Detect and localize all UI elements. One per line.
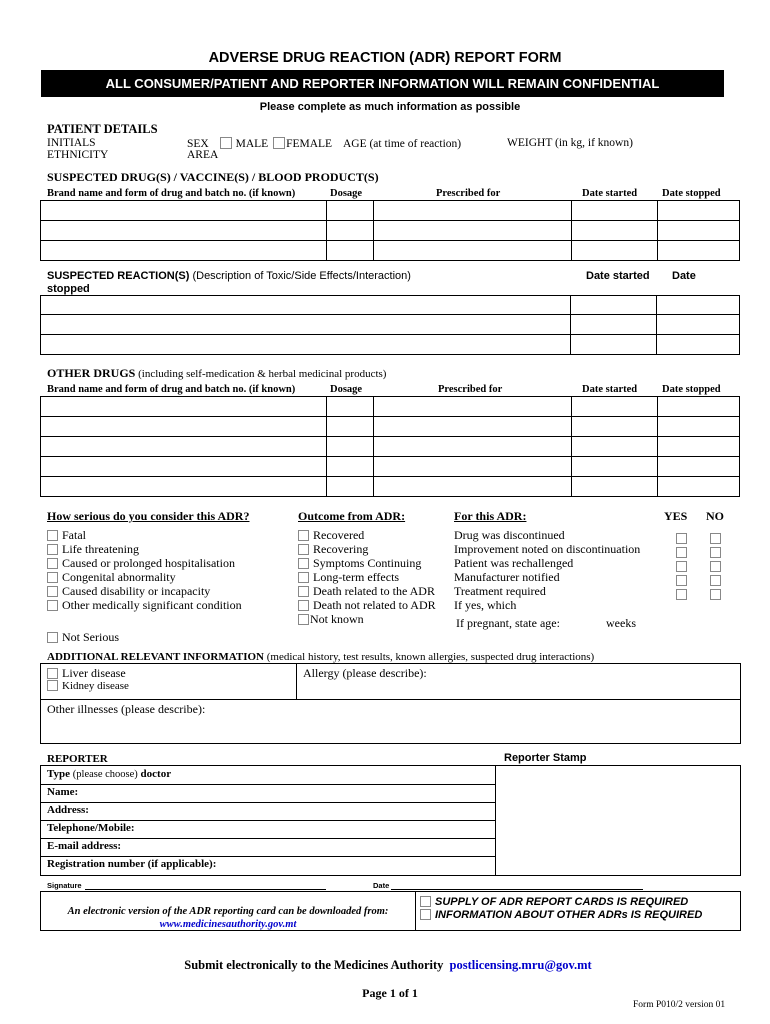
table-cell[interactable] bbox=[41, 315, 571, 335]
electronic-text bbox=[41, 905, 415, 931]
instruction-text: Please complete as much information as possible bbox=[259, 101, 521, 113]
option-label: Recovering bbox=[313, 542, 369, 556]
table-cell[interactable] bbox=[327, 477, 374, 497]
adr-treatment: Treatment required bbox=[454, 584, 546, 598]
page-title: ADVERSE DRUG REACTION (ADR) REPORT FORM bbox=[208, 50, 562, 66]
table-cell[interactable] bbox=[374, 417, 572, 437]
male-checkbox[interactable] bbox=[220, 137, 232, 149]
option-label: Other medically significant condition bbox=[62, 598, 242, 612]
col-started: Date started bbox=[582, 384, 638, 395]
signature-label: Signature bbox=[47, 881, 82, 890]
sex-field bbox=[187, 137, 461, 150]
table-cell[interactable] bbox=[658, 221, 740, 241]
date-label: Date bbox=[373, 881, 390, 890]
table-cell[interactable] bbox=[658, 477, 740, 497]
table-cell[interactable] bbox=[374, 397, 572, 417]
suspected-drugs-heading: SUSPECTED DRUG(S) / VACCINE(S) / BLOOD PRODUCT(S) bbox=[47, 170, 379, 184]
type-label: Type bbox=[47, 768, 71, 780]
option-label: Death related to the ADR bbox=[313, 584, 435, 598]
option-label: Caused or prolonged hospitalisation bbox=[62, 556, 235, 570]
option-label: Kidney disease bbox=[62, 680, 129, 692]
col-stopped: Date stopped bbox=[662, 384, 721, 395]
not-serious[interactable] bbox=[47, 630, 119, 645]
table-cell[interactable] bbox=[572, 221, 658, 241]
option-label: Symptoms Continuing bbox=[313, 556, 422, 570]
serious-hospitalisation[interactable] bbox=[47, 556, 235, 571]
supply-cards[interactable] bbox=[420, 896, 688, 908]
table-cell[interactable] bbox=[374, 477, 572, 497]
checkbox[interactable] bbox=[47, 558, 58, 569]
confidential-banner: ALL CONSUMER/PATIENT AND REPORTER INFORMATION WILL REMAIN CONFIDENTIAL bbox=[41, 70, 724, 97]
option-label: Recovered bbox=[313, 528, 365, 542]
reporter-telephone[interactable]: Telephone/Mobile: bbox=[47, 822, 135, 834]
table-cell[interactable] bbox=[41, 221, 327, 241]
table-cell[interactable] bbox=[41, 477, 327, 497]
outcome-death-not-related[interactable] bbox=[298, 598, 436, 613]
outcome-continuing[interactable] bbox=[298, 556, 421, 571]
table-cell[interactable] bbox=[571, 315, 657, 335]
seriousness-heading: How serious do you consider this ADR? bbox=[47, 509, 250, 523]
option-label: Liver disease bbox=[62, 666, 126, 680]
male-label: MALE bbox=[235, 138, 269, 150]
table-cell[interactable] bbox=[41, 437, 327, 457]
table-cell[interactable] bbox=[658, 397, 740, 417]
col-dosage: Dosage bbox=[330, 384, 363, 395]
col-brand: Brand name and form of drug and batch no. (if known) bbox=[47, 188, 296, 199]
reactions-heading-bold: SUSPECTED REACTION(S) bbox=[47, 270, 190, 282]
other-drugs-heading-rest: (including self-medication & herbal medicinal products) bbox=[135, 368, 387, 380]
table-cell[interactable] bbox=[572, 477, 658, 497]
checkbox[interactable] bbox=[298, 530, 309, 541]
checkbox[interactable] bbox=[298, 600, 309, 611]
col-brand: Brand name and form of drug and batch no. (if known) bbox=[47, 384, 296, 395]
checkbox[interactable] bbox=[47, 668, 58, 679]
table-cell[interactable] bbox=[572, 417, 658, 437]
reporter-registration[interactable]: Registration number (if applicable): bbox=[47, 858, 217, 870]
serious-other[interactable] bbox=[47, 598, 242, 613]
checkbox[interactable] bbox=[47, 586, 58, 597]
option-label: Not Serious bbox=[62, 630, 119, 644]
checkbox[interactable] bbox=[47, 632, 58, 643]
table-cell[interactable] bbox=[327, 417, 374, 437]
age-label: AGE (at time of reaction) bbox=[342, 138, 462, 150]
electronic-label: An electronic version of the ADR reporting card can be downloaded from: bbox=[67, 906, 389, 917]
table-cell[interactable] bbox=[571, 335, 657, 355]
no-checkbox[interactable] bbox=[710, 589, 721, 600]
reactions-heading-rest: (Description of Toxic/Side Effects/Interaction) bbox=[189, 270, 411, 282]
submit-line bbox=[0, 958, 770, 973]
serious-life-threatening[interactable] bbox=[47, 542, 139, 557]
col-prescribed: Prescribed for bbox=[436, 188, 501, 199]
table-cell[interactable] bbox=[658, 417, 740, 437]
table-cell[interactable] bbox=[572, 397, 658, 417]
reactions-stopped-wrap: stopped bbox=[47, 283, 90, 295]
table-cell[interactable] bbox=[41, 296, 571, 315]
table-cell[interactable] bbox=[41, 335, 571, 355]
option-label: Life threatening bbox=[62, 542, 139, 556]
female-label: FEMALE bbox=[286, 138, 333, 150]
reporter-heading: REPORTER bbox=[47, 753, 108, 765]
suspected-drugs-table bbox=[40, 200, 740, 261]
checkbox[interactable] bbox=[298, 558, 309, 569]
area-label: AREA bbox=[187, 149, 219, 161]
col-stopped: Date stopped bbox=[662, 188, 721, 199]
table-cell[interactable] bbox=[374, 437, 572, 457]
checkbox[interactable] bbox=[298, 544, 309, 555]
table-cell[interactable] bbox=[374, 457, 572, 477]
other-drugs-table bbox=[40, 396, 740, 497]
outcome-death-related[interactable] bbox=[298, 584, 435, 599]
yes-no-checkboxes bbox=[676, 529, 726, 599]
pregnant-label: If pregnant, state age: bbox=[456, 616, 560, 630]
ethnicity-label: ETHNICITY bbox=[47, 149, 109, 161]
checkbox[interactable] bbox=[47, 544, 58, 555]
outcome-heading: Outcome from ADR: bbox=[298, 509, 406, 523]
additional-heading-bold: ADDITIONAL RELEVANT INFORMATION bbox=[47, 651, 264, 663]
option-label: Long-term effects bbox=[313, 570, 400, 584]
col-dosage: Dosage bbox=[330, 188, 363, 199]
reporter-type[interactable] bbox=[47, 768, 171, 780]
adr-manufacturer: Manufacturer notified bbox=[454, 570, 560, 584]
table-cell[interactable] bbox=[41, 397, 327, 417]
submit-email-link[interactable]: postlicensing.mru@gov.mt bbox=[449, 958, 592, 972]
liver-disease[interactable] bbox=[47, 666, 126, 681]
sex-label: SEX bbox=[187, 138, 209, 150]
table-cell[interactable] bbox=[374, 221, 572, 241]
electronic-box bbox=[40, 891, 741, 931]
table-cell[interactable] bbox=[41, 417, 327, 437]
checkbox[interactable] bbox=[298, 572, 309, 583]
reactions-heading bbox=[47, 270, 411, 282]
table-cell[interactable] bbox=[41, 241, 327, 261]
table-cell[interactable] bbox=[327, 221, 374, 241]
checkbox[interactable] bbox=[47, 530, 58, 541]
adr-discontinued: Drug was discontinued bbox=[454, 528, 565, 542]
table-cell[interactable] bbox=[572, 437, 658, 457]
table-cell[interactable] bbox=[572, 241, 658, 261]
other-drugs-heading bbox=[47, 366, 386, 381]
yes-checkbox[interactable] bbox=[676, 589, 687, 600]
table-cell[interactable] bbox=[327, 397, 374, 417]
checkbox[interactable] bbox=[298, 614, 309, 625]
page-number: Page 1 of 1 bbox=[362, 986, 418, 1000]
outcome-recovering[interactable] bbox=[298, 542, 368, 557]
table-cell[interactable] bbox=[657, 315, 740, 335]
serious-fatal[interactable] bbox=[47, 528, 86, 543]
table-cell[interactable] bbox=[658, 437, 740, 457]
adr-rechallenged: Patient was rechallenged bbox=[454, 556, 574, 570]
date-line[interactable] bbox=[391, 889, 643, 890]
col-started: Date started bbox=[582, 188, 638, 199]
table-cell[interactable] bbox=[374, 241, 572, 261]
table-cell[interactable] bbox=[571, 296, 657, 315]
option-label: Fatal bbox=[62, 528, 86, 542]
type-value[interactable]: doctor bbox=[140, 768, 172, 780]
reporter-email[interactable]: E-mail address: bbox=[47, 840, 122, 852]
table-cell[interactable] bbox=[327, 201, 374, 221]
option-label: INFORMATION ABOUT OTHER ADRs IS REQUIRED bbox=[435, 909, 703, 921]
outcome-not-known[interactable] bbox=[298, 612, 364, 627]
additional-heading-rest: (medical history, test results, known allergies, suspected drug interactions) bbox=[263, 651, 595, 663]
reactions-col-date: Date bbox=[672, 270, 696, 282]
allergy-label[interactable]: Allergy (please describe): bbox=[303, 666, 427, 680]
serious-congenital[interactable] bbox=[47, 570, 176, 585]
table-cell[interactable] bbox=[657, 335, 740, 355]
table-cell[interactable] bbox=[374, 201, 572, 221]
table-cell[interactable] bbox=[658, 457, 740, 477]
option-label: Congenital abnormality bbox=[62, 570, 176, 584]
checkbox[interactable] bbox=[47, 600, 58, 611]
col-prescribed: Prescribed for bbox=[438, 384, 503, 395]
additional-info-box bbox=[40, 663, 741, 744]
table-cell[interactable] bbox=[327, 241, 374, 261]
table-cell[interactable] bbox=[327, 457, 374, 477]
other-drugs-heading-bold: OTHER DRUGS bbox=[47, 366, 136, 380]
table-cell[interactable] bbox=[658, 241, 740, 261]
table-cell[interactable] bbox=[327, 437, 374, 457]
option-label: Not known bbox=[310, 612, 364, 626]
supply-info[interactable] bbox=[420, 909, 702, 921]
checkbox[interactable] bbox=[420, 909, 431, 920]
patient-heading: PATIENT DETAILS bbox=[47, 122, 158, 136]
outcome-recovered[interactable] bbox=[298, 528, 364, 543]
additional-heading bbox=[47, 651, 594, 663]
kidney-disease[interactable] bbox=[47, 680, 129, 692]
type-hint: (please choose) bbox=[72, 769, 138, 780]
yes-header: YES bbox=[664, 509, 688, 523]
reactions-col-started: Date started bbox=[586, 270, 650, 282]
option-label: SUPPLY OF ADR REPORT CARDS IS REQUIRED bbox=[435, 896, 689, 908]
female-checkbox[interactable] bbox=[273, 137, 285, 149]
outcome-long-term[interactable] bbox=[298, 570, 399, 585]
reporter-stamp-label: Reporter Stamp bbox=[504, 752, 587, 764]
checkbox[interactable] bbox=[47, 680, 58, 691]
checkbox[interactable] bbox=[298, 586, 309, 597]
authority-link[interactable]: www.medicinesauthority.gov.mt bbox=[159, 919, 297, 930]
adr-which: If yes, which bbox=[454, 598, 517, 612]
checkbox[interactable] bbox=[47, 572, 58, 583]
table-cell[interactable] bbox=[572, 201, 658, 221]
serious-disability[interactable] bbox=[47, 584, 210, 599]
reporter-address[interactable]: Address: bbox=[47, 804, 89, 816]
checkbox[interactable] bbox=[420, 896, 431, 907]
other-illnesses-label[interactable]: Other illnesses (please describe): bbox=[47, 702, 206, 716]
option-label: Death not related to ADR bbox=[313, 598, 436, 612]
signature-line[interactable] bbox=[85, 889, 326, 890]
weeks-label: weeks bbox=[606, 616, 636, 630]
reporter-box bbox=[40, 765, 741, 876]
initials-label: INITIALS bbox=[47, 137, 96, 149]
reporter-name[interactable]: Name: bbox=[47, 786, 79, 798]
table-cell[interactable] bbox=[572, 457, 658, 477]
submit-text: Submit electronically to the Medicines Authority bbox=[184, 958, 444, 972]
table-cell[interactable] bbox=[41, 201, 327, 221]
option-label: Caused disability or incapacity bbox=[62, 584, 211, 598]
form-version: Form P010/2 version 01 bbox=[633, 1000, 726, 1010]
reactions-table bbox=[40, 295, 740, 355]
table-cell[interactable] bbox=[41, 457, 327, 477]
no-header: NO bbox=[706, 509, 724, 523]
weight-label: WEIGHT (in kg, if known) bbox=[507, 137, 633, 149]
table-cell[interactable] bbox=[657, 296, 740, 315]
for-adr-heading: For this ADR: bbox=[454, 509, 527, 523]
table-cell[interactable] bbox=[658, 201, 740, 221]
adr-improvement: Improvement noted on discontinuation bbox=[454, 542, 641, 556]
